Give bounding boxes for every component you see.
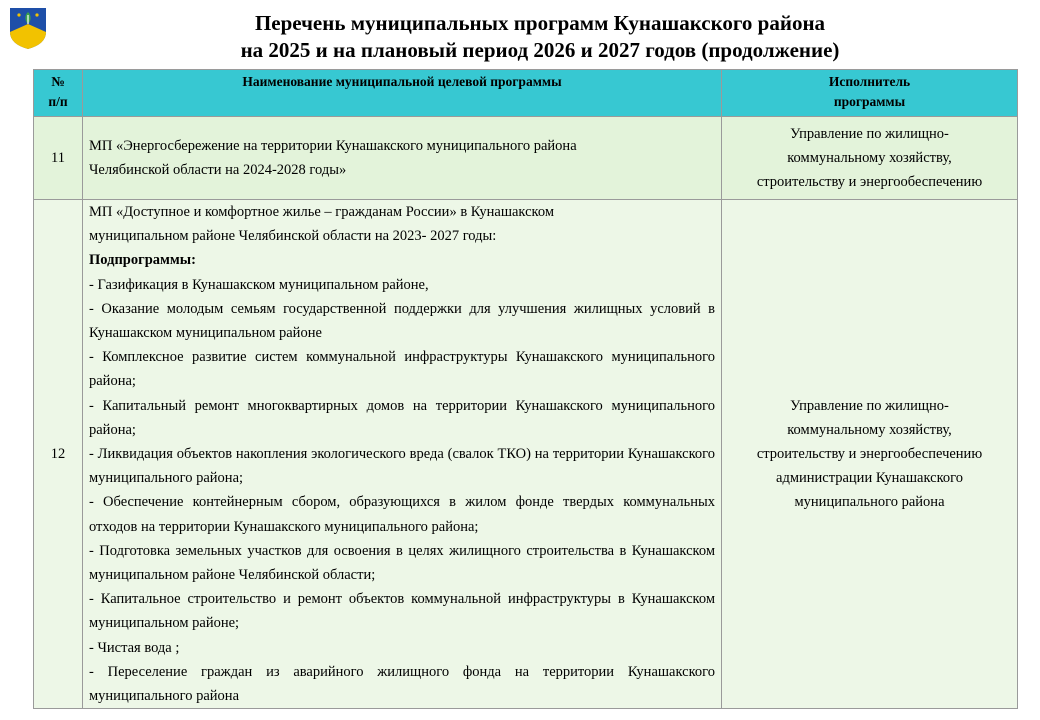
program-executor: Управление по жилищно- коммунальному хозяйству, строительству и энергообеспечению: [722, 117, 1018, 200]
subprogram-item: - Ликвидация объектов накопления экологического вреда (свалок ТКО) на территории Кунашакского муниципального района;: [89, 446, 715, 487]
col-header-number: № п/п: [34, 70, 83, 117]
row-number: 11: [34, 117, 83, 200]
subprogram-item: - Обеспечение контейнерным сбором, образующихся в жилом фонде твердых коммунальных отходов на территории Кунашакского муниципального района;: [89, 494, 715, 535]
subprogram-item: - Подготовка земельных участков для освоения в целях жилищного строительства в Кунашакском муниципальном районе Челябинской области;: [89, 542, 715, 584]
title-line-1: Перечень муниципальных программ Кунашакского района: [254, 11, 826, 35]
title-line-2: на 2025 и на плановый период 2026 и 2027 годов (продолжение): [240, 38, 840, 62]
subprogram-item: - Газификация в Кунашакском муниципальном районе,: [89, 276, 429, 293]
table-row: [34, 200, 1018, 709]
subprogram-item: - Оказание молодым семьям государственной поддержки для улучшения жилищных условий в Кунашакском муниципальном районе: [89, 300, 715, 342]
programs-table: [33, 69, 1018, 709]
coat-of-arms-icon: [8, 6, 48, 50]
table-row: [34, 117, 1018, 200]
subprogram-item: - Капитальное строительство и ремонт объектов коммунальной инфраструктуры в Кунашакском муниципальном районе;: [89, 591, 715, 632]
subprogram-item: - Чистая вода ;: [89, 639, 180, 656]
program-executor: Управление по жилищно- коммунальному хозяйству, строительству и энергообеспечению администрации Кунашакского муниципального района: [722, 200, 1018, 709]
subprograms-heading: Подпрограммы:: [89, 252, 196, 269]
row-number: 12: [34, 200, 83, 709]
program-name: МП «Доступное и комфортное жилье – гражданам России» в Кунашакском муниципальном районе Челябинской области на 2023- 2027 годы: Подпрограммы: - Газификация в Кунашакском муниципальном районе, - Оказание молодым семьям государственной поддержки для улучшения жилищных условий в Кунашакском муниципальном районе - Комплексное развитие систем коммунальной инфраструктуры Кунашакского муниципального района; - Капитальный ремонт многоквартирных домов на территории Кунашакского муниципального района; - Ликвидация объектов накопления экологического вреда (свалок ТКО) на территории Кунашакского муниципального района; - Обеспечение контейнерным сбором, образующихся в жилом фонде твердых коммунальных отходов на территории Кунашакского муниципального района; - Подготовка земельных участков для освоения в целях жилищного строительства в Кунашакском муниципальном районе Челябинской области; - Капитальное строительство и ремонт объектов коммунальной инфраструктуры в Кунашакском муниципальном районе; - Чистая вода ; - Переселение граждан из аварийного жилищного фонда на территории Кунашакского муниципального района: [83, 200, 722, 709]
subprogram-item: - Капитальный ремонт многоквартирных домов на территории Кунашакского муниципального района;: [89, 397, 715, 438]
subprogram-item: - Комплексное развитие систем коммунальной инфраструктуры Кунашакского муниципального района;: [89, 349, 715, 390]
subprogram-item: - Переселение граждан из аварийного жилищного фонда на территории Кунашакского муниципального района: [89, 663, 715, 705]
program-name: МП «Энергосбережение на территории Кунашакского муниципального района Челябинской области на 2024-2028 годы»: [83, 117, 722, 200]
col-header-name: Наименование муниципальной целевой программы: [83, 70, 722, 117]
page-title: [60, 10, 1020, 64]
col-header-executor: Исполнитель программы: [722, 70, 1018, 117]
table-header-row: [34, 70, 1018, 117]
